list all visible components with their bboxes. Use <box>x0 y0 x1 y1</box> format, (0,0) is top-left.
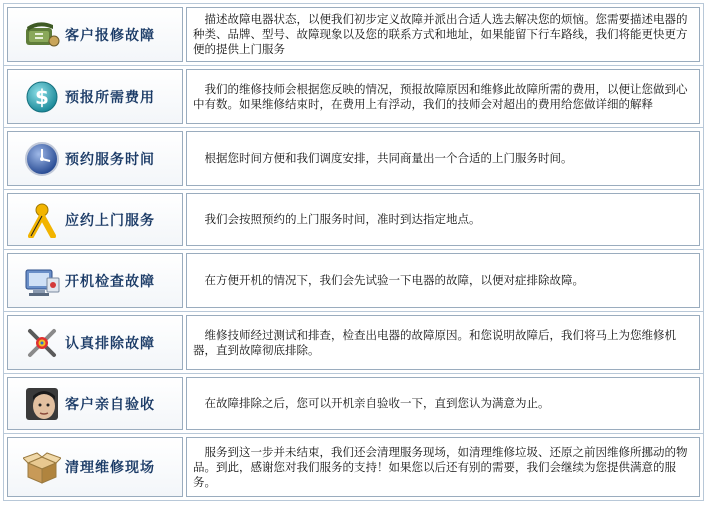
step-description-text: 我们会按照预约的上门服务时间，准时到达指定地点。 <box>204 212 481 226</box>
step-label-fix <box>7 315 183 370</box>
step-description <box>186 377 700 430</box>
step-row-quote <box>4 66 703 128</box>
step-title: 客户亲自验收 <box>65 396 155 413</box>
monitor-check-icon <box>22 263 62 299</box>
step-row-cleanup <box>4 434 703 500</box>
step-label-quote <box>7 69 183 124</box>
step-description <box>186 69 700 124</box>
step-label-cleanup <box>7 437 183 497</box>
step-label-visit <box>7 193 183 246</box>
step-row-schedule <box>4 128 703 190</box>
running-person-icon <box>22 202 62 238</box>
step-description-text: 描述故障电器状态，以便我们初步定义故障并派出合适人选去解决您的烦恼。您需要描述电器的种类、品牌、型号、故障现象以及您的联系方式和地址，如果能留下行车路线，我们将能更快更方便的提供上门服务 <box>193 12 688 56</box>
dollar-coin-icon <box>22 79 62 115</box>
step-title: 预报所需费用 <box>65 89 155 106</box>
service-process-table <box>3 3 704 501</box>
step-row-report <box>4 4 703 66</box>
step-label-schedule <box>7 131 183 186</box>
step-row-inspect <box>4 250 703 312</box>
step-description <box>186 131 700 186</box>
step-title: 客户报修故障 <box>65 27 155 44</box>
step-description <box>186 7 700 62</box>
step-description <box>186 253 700 308</box>
step-description <box>186 193 700 246</box>
step-label-accept <box>7 377 183 430</box>
step-description <box>186 437 700 497</box>
step-title: 清理维修现场 <box>65 460 155 476</box>
step-description-text: 在故障排除之后，您可以开机亲自验收一下，直到您认为满意为止。 <box>204 396 550 410</box>
step-row-visit <box>4 190 703 250</box>
step-description <box>186 315 700 370</box>
cleanup-box-icon <box>22 449 62 485</box>
clock-icon <box>22 141 62 177</box>
step-title: 认真排除故障 <box>65 335 155 352</box>
step-label-report <box>7 7 183 62</box>
step-title: 开机检查故障 <box>65 273 155 290</box>
step-description-text: 在方便开机的情况下，我们会先试验一下电器的故障，以便对症排除故障。 <box>204 273 584 287</box>
step-title: 预约服务时间 <box>65 151 155 168</box>
svg-text:$: $ <box>35 84 49 109</box>
step-title: 应约上门服务 <box>65 212 155 229</box>
step-description-text: 我们的维修技师会根据您反映的情况，预报故障原因和维修此故障所需的费用，以便让您做到心中有数。如果维修结束时，在费用上有浮动，我们的技师会对超出的费用给您做详细的解释 <box>193 81 688 111</box>
step-description-text: 根据您时间方便和我们调度安排，共同商量出一个合适的上门服务时间。 <box>204 151 573 165</box>
handset-repair-icon <box>22 17 62 53</box>
step-label-inspect <box>7 253 183 308</box>
customer-face-icon <box>22 386 62 422</box>
repair-tools-icon <box>22 325 62 361</box>
step-description-text: 维修技师经过测试和排查，检查出电器的故障原因。和您说明故障后，我们将马上为您维修机器，直到故障彻底排除。 <box>193 327 676 357</box>
step-description-text: 服务到这一步并未结束，我们还会清理服务现场，如清理维修垃圾、还原之前因维修所挪动的物品。到此，感谢您对我们服务的支持！如果您以后还有别的需要，我们会继续为您提供满意的服务。 <box>193 444 688 489</box>
step-row-fix <box>4 312 703 374</box>
step-row-accept <box>4 374 703 434</box>
